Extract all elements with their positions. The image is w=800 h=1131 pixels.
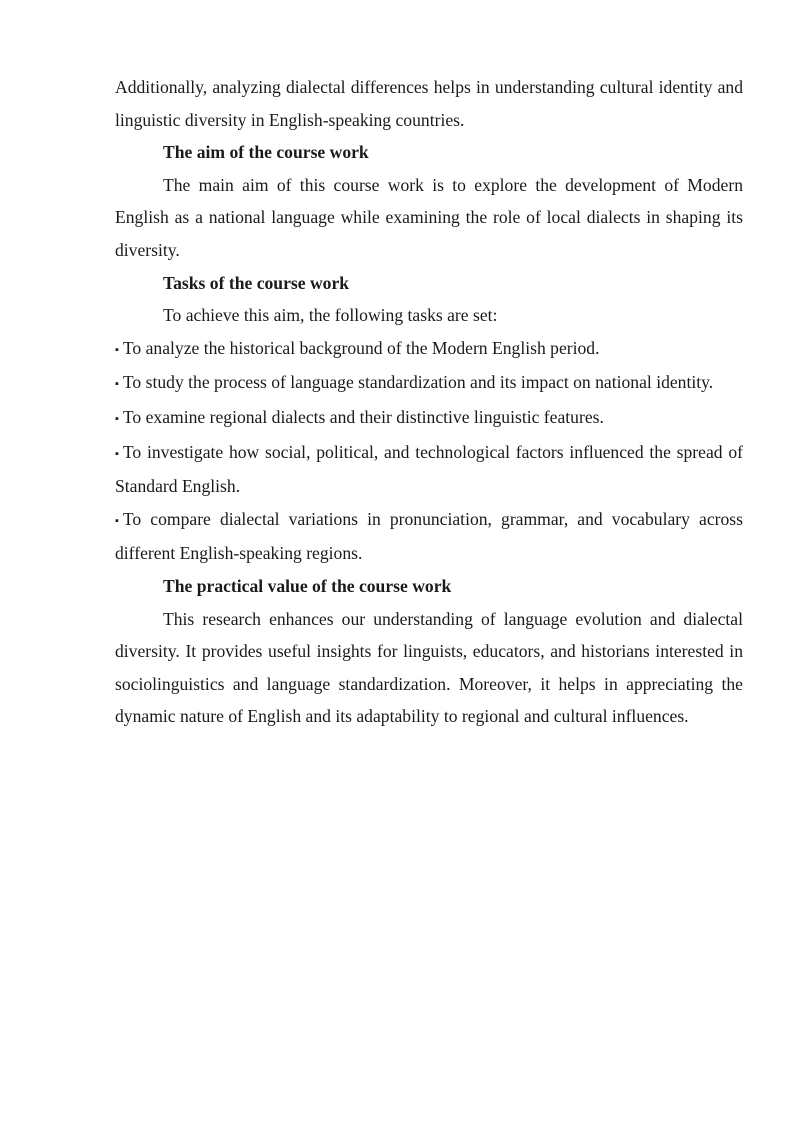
bullet-icon: ▪ [115,343,119,356]
aim-paragraph: The main aim of this course work is to explore the development of Modern English as a national language while examining the role of local dialects in shaping its diversity. [115,174,743,260]
task-item [115,436,743,503]
bullet-icon: ▪ [115,447,119,460]
tasks-list [115,332,743,570]
document-body [115,71,743,733]
tasks-intro: To achieve this aim, the following tasks are set: [163,305,498,326]
task-item-text: To investigate how social, political, and technological factors influenced the spread of Standard English. [115,441,743,497]
task-item [115,401,743,436]
task-item [115,366,743,401]
task-item-text: To compare dialectal variations in pronunciation, grammar, and vocabulary across different English-speaking regions. [115,508,743,564]
bullet-icon: ▪ [115,412,119,425]
bullet-icon: ▪ [115,378,119,391]
practical-value-paragraph: This research enhances our understanding of language evolution and dialectal diversity. It provides useful insights for linguists, educators, and historians interested in sociolinguistics and language standardization. Moreover, it helps in appreciating the dynamic nature of English and its adaptability to regional and cultural influences. [115,608,743,727]
task-item-text: To study the process of language standardization and its impact on national identity. [122,372,714,393]
task-item-text: To examine regional dialects and their distinctive linguistic features. [122,406,604,427]
tasks-heading: Tasks of the course work [163,272,350,293]
intro-paragraph: Additionally, analyzing dialectal differences helps in understanding cultural identity and linguistic diversity in English-speaking countries. [115,77,743,130]
task-item [115,332,743,367]
task-item-text: To analyze the historical background of the Modern English period. [122,337,600,358]
task-item [115,503,743,570]
aim-heading: The aim of the course work [163,142,369,163]
practical-value-heading: The practical value of the course work [163,575,452,596]
bullet-icon: ▪ [115,514,119,527]
